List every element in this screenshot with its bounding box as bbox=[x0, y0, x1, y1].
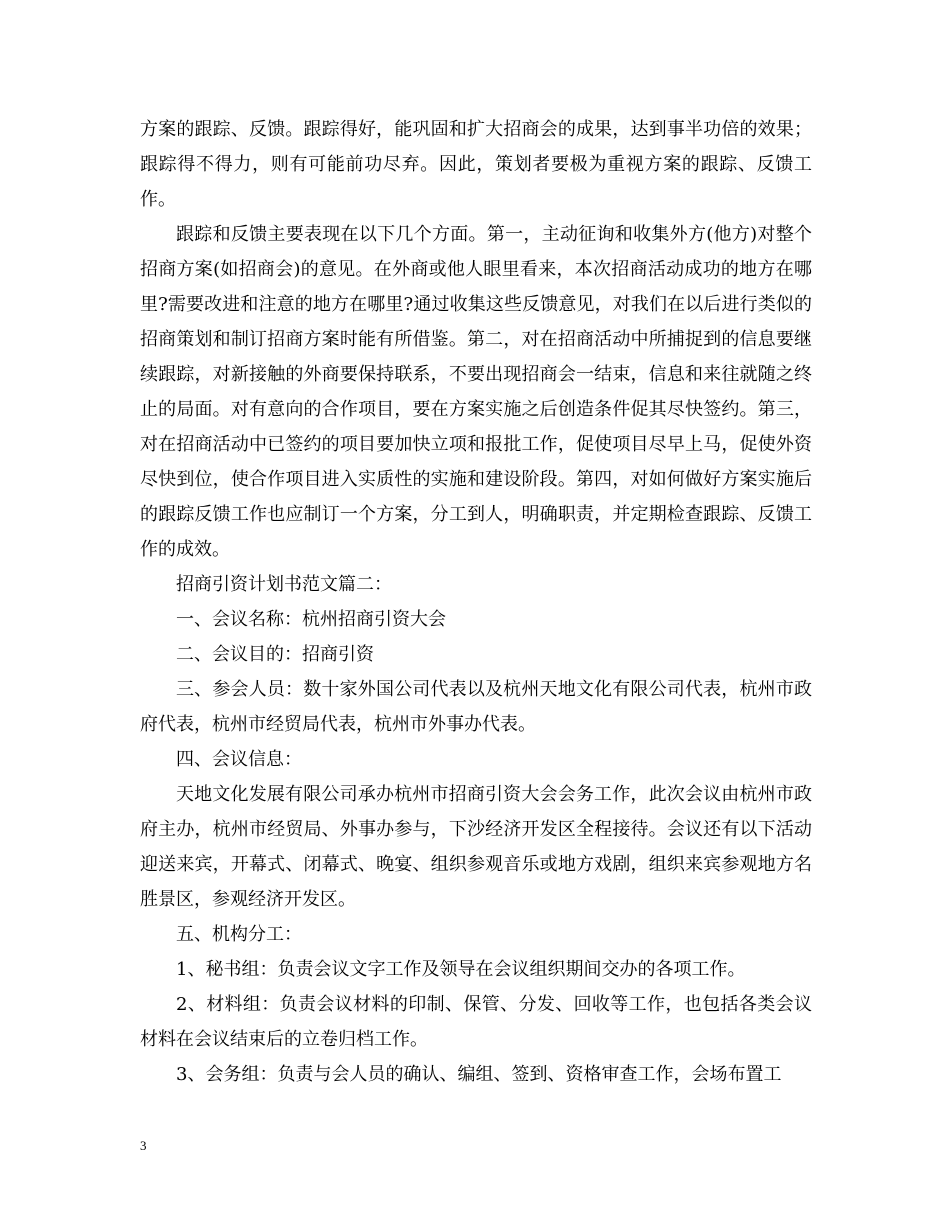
document-body bbox=[140, 112, 812, 1092]
paragraph-tracking-details: 跟踪和反馈主要表现在以下几个方面。第一，主动征询和收集外方(他方)对整个招商方案(如招商会)的意见。在外商或他人眼里看来，本次招商活动成功的地方在哪里?需要改进和注意的地方在哪里?通过收集这些反馈意见，对我们在以后进行类似的招商策划和制订招商方案时能有所借鉴。第二，对在招商活动中所捕捉到的信息要继续跟踪，对新接触的外商要保持联系，不要出现招商会一结束，信息和来往就随之终止的局面。对有意向的合作项目，要在方案实施之后创造条件促其尽快签约。第三，对在招商活动中已签约的项目要加快立项和报批工作，促使项目尽早上马，促使外资尽快到位，使合作项目进入实质性的实施和建设阶段。第四，对如何做好方案实施后的跟踪反馈工作也应制订一个方案，分工到人，明确职责，并定期检查跟踪、反馈工作的成效。 bbox=[140, 224, 812, 560]
item-organization-heading: 五、机构分工： bbox=[176, 924, 302, 945]
item-affairs-group: 3、会务组：负责与会人员的确认、编组、签到、资格审查工作，会场布置工 bbox=[176, 1064, 782, 1085]
paragraph-meeting-info: 天地文化发展有限公司承办杭州市招商引资大会会务工作，此次会议由杭州市政府主办，杭州市经贸局、外事办参与，下沙经济开发区全程接待。会议还有以下活动迎送来宾，开幕式、闭幕式、晚宴、组织参观音乐或地方戏剧，组织来宾参观地方名胜景区，参观经济开发区。 bbox=[140, 784, 812, 910]
paragraph-tracking-intro: 方案的跟踪、反馈。跟踪得好，能巩固和扩大招商会的成果，达到事半功倍的效果；跟踪得不得力，则有可能前功尽弃。因此，策划者要极为重视方案的跟踪、反馈工作。 bbox=[140, 119, 812, 210]
item-materials-group: 2、材料组：负责会议材料的印制、保管、分发、回收等工作，也包括各类会议材料在会议结束后的立卷归档工作。 bbox=[140, 994, 812, 1050]
item-meeting-info-heading: 四、会议信息： bbox=[176, 749, 302, 770]
item-attendees: 三、参会人员：数十家外国公司代表以及杭州天地文化有限公司代表，杭州市政府代表，杭州市经贸局代表，杭州市外事办代表。 bbox=[140, 679, 812, 735]
item-secretariat-group: 1、秘书组：负责会议文字工作及领导在会议组织期间交办的各项工作。 bbox=[176, 959, 746, 980]
item-meeting-purpose: 二、会议目的：招商引资 bbox=[176, 644, 374, 665]
item-meeting-name: 一、会议名称：杭州招商引资大会 bbox=[176, 609, 446, 630]
page-number: 3 bbox=[140, 1138, 147, 1153]
section-heading-sample-two: 招商引资计划书范文篇二： bbox=[176, 574, 392, 595]
